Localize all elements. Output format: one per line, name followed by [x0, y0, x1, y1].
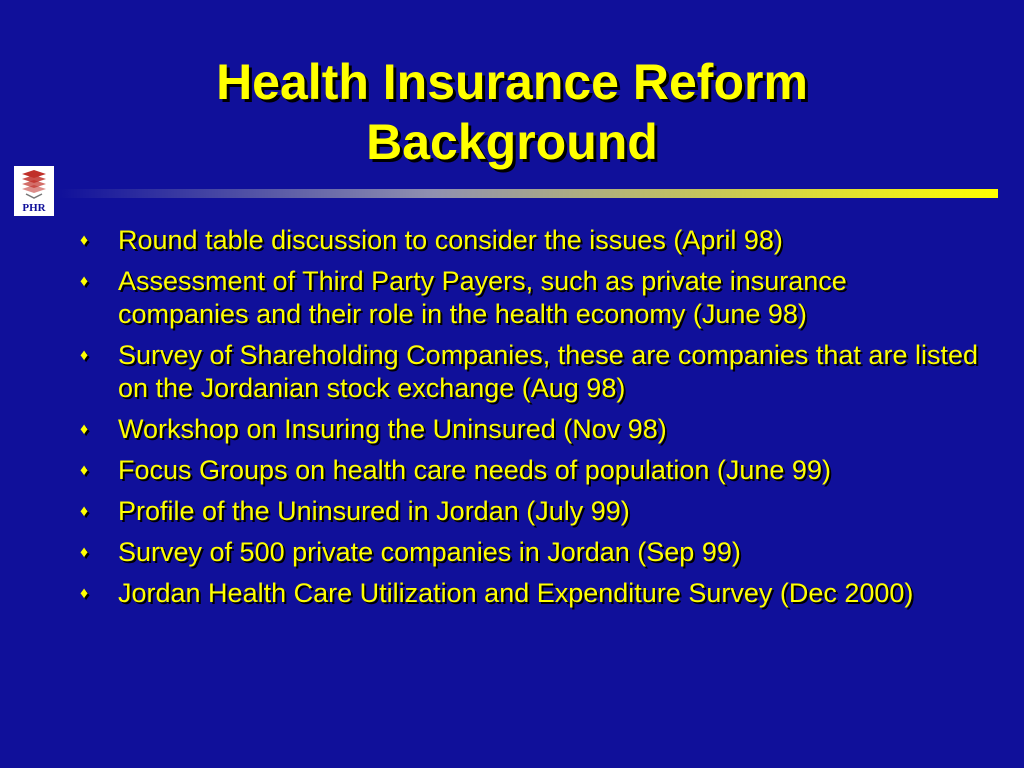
bullet-icon: ♦ [80, 544, 89, 561]
bullet-icon: ♦ [80, 503, 89, 520]
list-item: ♦ Profile of the Uninsured in Jordan (July 99) [80, 496, 630, 526]
bullet-icon: ♦ [80, 462, 89, 479]
title-line-1: Health Insurance Reform [216, 54, 808, 110]
phr-logo [14, 166, 54, 216]
list-item: ♦ Workshop on Insuring the Uninsured (Nov 98) [80, 414, 667, 444]
logo-text: PHR [22, 202, 46, 214]
bullet-icon: ♦ [80, 421, 89, 438]
list-item: ♦ Focus Groups on health care needs of population (June 99) [80, 455, 831, 485]
bullet-icon: ♦ [80, 347, 89, 364]
bullet-list [80, 224, 980, 618]
list-item: ♦ Survey of 500 private companies in Jordan (Sep 99) [80, 537, 741, 567]
title-divider [58, 189, 998, 198]
bullet-icon: ♦ [80, 273, 89, 290]
list-item: ♦ Jordan Health Care Utilization and Expenditure Survey (Dec 2000) [80, 578, 914, 608]
list-item: ♦ Assessment of Third Party Payers, such as private insurance companies and their role in the health economy (June 98) [80, 266, 847, 329]
title-line-2: Background [366, 114, 658, 170]
list-item: ♦ Round table discussion to consider the issues (April 98) [80, 225, 783, 255]
phr-logo-icon [14, 166, 54, 202]
bullet-icon: ♦ [80, 232, 89, 249]
bullet-icon: ♦ [80, 585, 89, 602]
list-item: ♦ Survey of Shareholding Companies, these are companies that are listed on the Jordanian stock exchange (Aug 98) [80, 340, 978, 403]
slide-title [0, 52, 1024, 172]
